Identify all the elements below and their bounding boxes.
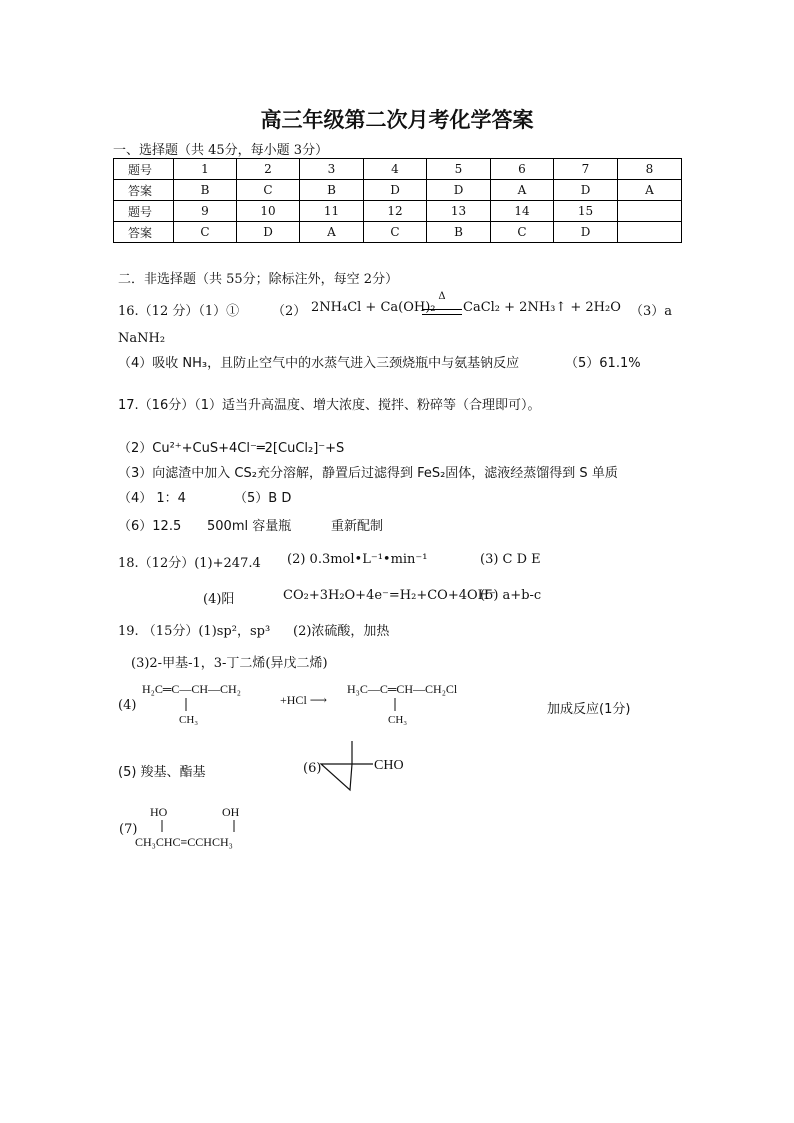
isoprene-formula: H₂C═C—CH—CH₂ xyxy=(142,682,241,696)
table-cell: A xyxy=(491,180,554,201)
table-row xyxy=(114,222,682,243)
q17-part6-flask: 500ml 容量瓶 xyxy=(207,519,292,534)
row-label-answer: 答案 xyxy=(114,222,174,243)
q19-part3: (3)2-甲基-1，3-丁二烯(异戊二烯) xyxy=(131,656,328,671)
q19-part4-reaction-type: 加成反应(1分) xyxy=(547,702,631,717)
q16-reactants: 2NH₄Cl + Ca(OH)₂ xyxy=(311,300,436,315)
table-cell: B xyxy=(300,180,364,201)
table-cell: 8 xyxy=(618,159,682,180)
q18-part5: (5) a+b-c xyxy=(480,588,542,603)
table-cell: A xyxy=(618,180,682,201)
table-cell xyxy=(618,201,682,222)
row-label-question: 题号 xyxy=(114,159,174,180)
hydroxyl-left: HO xyxy=(150,805,168,819)
q18-part4-equation: CO₂+3H₂O+4e⁻=H₂+CO+4OH⁻ xyxy=(283,588,496,603)
q19-part6-label: (6) xyxy=(303,761,322,776)
q16-continuation: NaNH₂ xyxy=(118,331,166,346)
table-cell: 4 xyxy=(364,159,427,180)
section2-heading: 二．非选择题（共 55分；除标注外，每空 2分） xyxy=(118,272,399,287)
q18-lead: 18.（12分）(1)+247.4 xyxy=(118,556,261,571)
table-cell: 3 xyxy=(300,159,364,180)
q19-part4-label: (4) xyxy=(118,698,137,713)
section1-heading: 一、选择题（共 45分，每小题 3分） xyxy=(113,143,329,158)
table-row xyxy=(114,159,682,180)
answer-table xyxy=(113,158,682,243)
table-cell: 1 xyxy=(174,159,237,180)
table-cell: A xyxy=(300,222,364,243)
table-cell: C xyxy=(364,222,427,243)
table-cell: D xyxy=(237,222,300,243)
q17-part6-redo: 重新配制 xyxy=(331,519,384,534)
reaction-plus-hcl: +HCl ⟶ xyxy=(280,693,327,707)
table-cell: 13 xyxy=(427,201,491,222)
table-cell: D xyxy=(364,180,427,201)
table-cell: 2 xyxy=(237,159,300,180)
q19-part7-label: (7) xyxy=(119,822,138,837)
table-cell: D xyxy=(554,180,618,201)
cyclopropane-structure xyxy=(318,738,418,796)
q17-part5: （5）B D xyxy=(234,491,292,506)
q19-part5: (5) 羧基、酯基 xyxy=(118,765,206,780)
q19-part7-structure xyxy=(133,800,293,856)
table-cell: D xyxy=(554,222,618,243)
q19-part4-reaction xyxy=(140,676,520,728)
table-cell: C xyxy=(237,180,300,201)
q16-lead: 16.（12 分）（1）① xyxy=(118,304,240,319)
product-formula: H₃C—C═CH—CH₂Cl xyxy=(347,682,458,696)
table-cell: 5 xyxy=(427,159,491,180)
q16-part2-label: （2） xyxy=(272,304,307,319)
q17-part6: （6）12.5 xyxy=(118,519,182,534)
product-methyl: CH₃ xyxy=(388,714,408,726)
reaction-condition: Δ xyxy=(438,291,446,302)
table-cell: 7 xyxy=(554,159,618,180)
table-row xyxy=(114,180,682,201)
table-cell: 11 xyxy=(300,201,364,222)
table-cell: 14 xyxy=(491,201,554,222)
table-cell: C xyxy=(491,222,554,243)
q18-part4: (4)阳 xyxy=(203,592,235,607)
reaction-equals-sign xyxy=(422,309,462,315)
table-cell: B xyxy=(427,222,491,243)
q19-lead: 19. （15分）(1)sp²，sp³ xyxy=(118,624,271,639)
q18-part2: (2) 0.3mol•L⁻¹•min⁻¹ xyxy=(287,552,428,567)
isoprene-methyl: CH₃ xyxy=(179,714,199,726)
q16-part3: （3）a xyxy=(630,304,673,319)
hydroxyl-right: OH xyxy=(222,805,240,819)
butynediol-formula: CH₃CHC≡CCHCH₃ xyxy=(135,835,233,849)
row-label-answer: 答案 xyxy=(114,180,174,201)
q16-part5: （5）61.1% xyxy=(565,356,641,371)
table-cell: B xyxy=(174,180,237,201)
table-cell: D xyxy=(427,180,491,201)
q19-part2: (2)浓硫酸，加热 xyxy=(293,624,390,639)
q16-products: CaCl₂ + 2NH₃↑ + 2H₂O xyxy=(463,300,621,315)
table-cell xyxy=(618,222,682,243)
q16-part4: （4）吸收 NH₃，且防止空气中的水蒸气进入三颈烧瓶中与氨基钠反应 xyxy=(118,356,520,371)
row-label-question: 题号 xyxy=(114,201,174,222)
table-cell: 12 xyxy=(364,201,427,222)
page-title: 高三年级第二次月考化学答案 xyxy=(260,107,534,132)
table-cell: 15 xyxy=(554,201,618,222)
q17-part4: （4） 1：4 xyxy=(118,491,186,506)
table-row xyxy=(114,201,682,222)
table-cell: 6 xyxy=(491,159,554,180)
q17-part2: （2）Cu²⁺+CuS+4Cl⁻═2[CuCl₂]⁻+S xyxy=(118,441,345,456)
table-cell: 9 xyxy=(174,201,237,222)
table-cell: 10 xyxy=(237,201,300,222)
aldehyde-group: CHO xyxy=(374,758,404,773)
q18-part3: (3) C D E xyxy=(480,552,541,567)
q17-part3: （3）向滤渣中加入 CS₂充分溶解，静置后过滤得到 FeS₂固体，滤液经蒸馏得到 S 单质 xyxy=(118,466,618,481)
q17-part1: 17.（16分）（1）适当升高温度、增大浓度、搅拌、粉碎等（合理即可）。 xyxy=(118,398,541,413)
cyclopropane-ring xyxy=(321,764,352,790)
table-cell: C xyxy=(174,222,237,243)
